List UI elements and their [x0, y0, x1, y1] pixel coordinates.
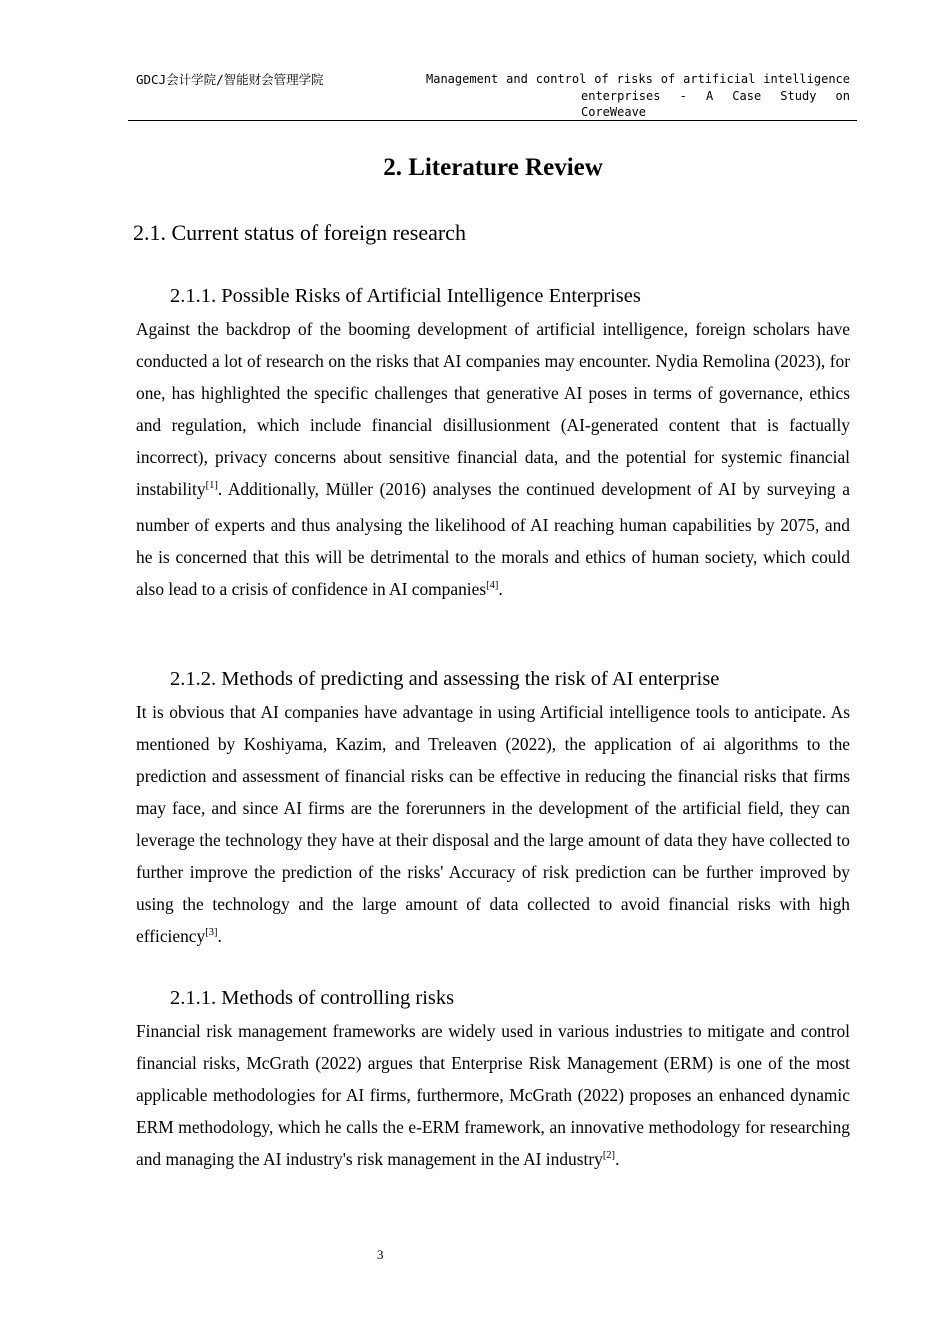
paragraph-text: . — [217, 926, 222, 946]
paragraph-text: It is obvious that AI companies have advantage in using Artificial intelligence tools to anticipate. As mentioned by Koshiyama, Kazim, and Treleaven (2022), the application of ai algorithms to the prediction and assessment of financial risks can be effective in reducing the financial risks that firms may face, and since AI firms are the forerunners in the development of the artificial field, they can leverage the technology they have at their disposal and the large amount of data they have collected to further improve the prediction of the risks' Accuracy of risk prediction can be further improved by using the technology and the large amount of data collected to avoid financial risks with high efficiency — [136, 702, 850, 946]
paragraph-text: Against the backdrop of the booming development of artificial intelligence, foreign scholars have conducted a lot of research on the risks that AI companies may encounter. Nydia Remolina (2023), for one, has highlighted the specific challenges that generative AI poses in terms of governance, ethics and regulation, which include financial disillusionment (AI-generated content that is factually incorrect), privacy concerns about sensitive financial data, and the potential for systemic financial instability — [136, 319, 850, 499]
running-header-title-line2: enterprises - A Case Study on — [581, 88, 850, 103]
citation-ref: [1] — [205, 480, 218, 491]
paragraph-possible-risks — [136, 313, 850, 609]
citation-ref: [4] — [486, 580, 499, 591]
running-header-right — [426, 71, 850, 121]
header-divider — [128, 120, 857, 121]
chapter-title: 2. Literature Review — [383, 154, 603, 181]
running-header-title-line3: CoreWeave — [581, 105, 647, 119]
subsection-title-controlling-risks: 2.1.1. Methods of controlling risks — [170, 987, 455, 1009]
citation-ref: [2] — [602, 1150, 616, 1161]
citation-ref: [3] — [205, 927, 218, 938]
paragraph-text: Financial risk management frameworks are widely used in various industries to mitigate and control financial risks, McGrath (2022) argues that Enterprise Risk Management (ERM) is one of the most applicable methodologies for AI firms, furthermore, McGrath (2022) proposes an enhanced dynamic ERM methodology, which he calls the e-ERM framework, an innovative methodology for researching and managing the AI industry's risk management in the AI industry — [136, 1021, 850, 1169]
page-number: 3 — [377, 1247, 384, 1262]
paragraph-text: . — [498, 579, 503, 599]
subsection-title-possible-risks: 2.1.1. Possible Risks of Artificial Intelligence Enterprises — [170, 285, 641, 307]
paragraph-predicting-risk — [136, 696, 850, 956]
running-header-left: GDCJ会计学院/智能财会管理学院 — [136, 72, 324, 87]
paragraph-text: . Additionally, Müller (2016) analyses the continued development of AI by surveying a number of experts and thus analysing the likelihood of AI reaching human capabilities by 2075, and he is concerned that this will be detrimental to the morals and ethics of human society, which could also lead to a crisis of confidence in AI companies — [136, 479, 850, 599]
paragraph-controlling-risks — [136, 1015, 850, 1179]
running-header-title-line1: Management and control of risks of artificial intelligence — [426, 72, 850, 86]
subsection-title-predicting-risk: 2.1.2. Methods of predicting and assessing the risk of AI enterprise — [170, 668, 720, 690]
section-title: 2.1. Current status of foreign research — [133, 220, 466, 245]
paragraph-text: . — [615, 1149, 620, 1169]
